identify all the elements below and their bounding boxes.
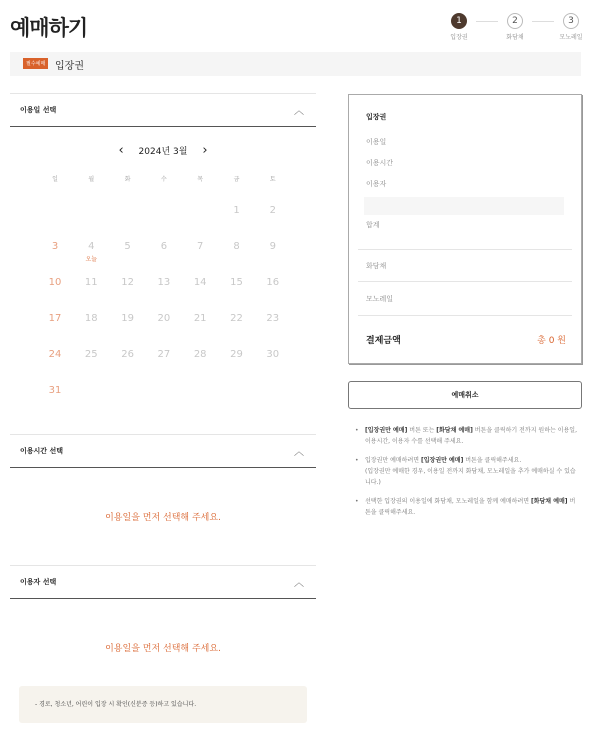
next-month-button[interactable]: › [202, 143, 208, 158]
calendar-day: 22 [230, 313, 243, 324]
time-section-header[interactable] [10, 434, 316, 468]
calendar-day[interactable]: 17 [48, 313, 62, 324]
calendar-day: 11 [84, 277, 98, 288]
step-label: 모노레일 [559, 34, 583, 41]
step-2 [485, 13, 545, 41]
calendar-day: 23 [266, 313, 280, 324]
summary-time: 이용시간 [366, 159, 394, 167]
calendar-day: 19 [121, 313, 134, 324]
summary-date: 이용일 [366, 138, 387, 146]
divider [358, 249, 572, 250]
user-section-header[interactable] [10, 565, 316, 599]
step-3 [541, 13, 600, 41]
step-label: 입장권 [450, 34, 468, 41]
calendar-day: 29 [230, 349, 243, 360]
calendar-day: 26 [121, 349, 134, 360]
weekday-label: 목 [197, 176, 204, 183]
chevron-up-icon[interactable]: ︿ [294, 447, 304, 458]
pay-label: 결제금액 [366, 336, 401, 346]
calendar-day[interactable]: 24 [48, 349, 62, 360]
calendar-day[interactable]: 31 [48, 385, 62, 396]
weekday-label: 월 [88, 176, 95, 183]
section-title: 이용시간 선택 [20, 447, 64, 455]
calendar-day: 15 [230, 277, 243, 288]
divider [358, 315, 572, 316]
calendar-month: 2024년 3월 [138, 147, 188, 157]
summary-user: 이용자 [366, 180, 387, 188]
guide-item: • [입장권만 예매] 버튼 또는 [화담채 예매] 버튼을 클릭하기 전까지 원하는 이용일, 이용시간, 이용자 수를 선택해 주세요. [355, 425, 580, 447]
divider [358, 281, 572, 282]
step-label: 화담채 [506, 34, 524, 41]
time-empty-message: 이용일을 먼저 선택해 주세요. [105, 513, 221, 523]
section-title: 이용자 선택 [20, 578, 57, 586]
ticket-name: 입장권 [55, 61, 84, 72]
calendar-day: 14 [193, 277, 207, 288]
calendar-day: 9 [269, 241, 276, 252]
summary-hwadam: 화담채 [366, 262, 387, 270]
pay-value: 총 0 원 [537, 336, 566, 346]
date-section-header[interactable] [10, 93, 316, 127]
summary-monorail: 모노레일 [366, 295, 394, 303]
calendar-day: 21 [193, 313, 207, 324]
calendar-day: 8 [233, 241, 240, 252]
calendar-day: 27 [157, 349, 171, 360]
calendar-day: 28 [193, 349, 207, 360]
summary-total: 합계 [366, 221, 380, 229]
notice-box: - 경로, 청소년, 어린이 입장 시 확인(신분증 등)하고 있습니다. [19, 686, 307, 723]
step-number: 2 [507, 13, 523, 29]
today-label: 오늘 [85, 256, 98, 263]
weekday-label: 화 [124, 176, 131, 183]
ticket-bar [10, 52, 581, 76]
step-1 [429, 13, 489, 41]
calendar-day: 16 [266, 277, 280, 288]
calendar-day: 1 [233, 205, 240, 216]
summary-heading: 입장권 [366, 113, 387, 121]
calendar-day: 20 [157, 313, 171, 324]
weekday-label: 수 [160, 176, 167, 183]
calendar-day: 6 [160, 241, 168, 252]
required-badge: 필수예매 [23, 58, 48, 69]
prev-month-button[interactable]: ‹ [118, 143, 124, 158]
cancel-button[interactable]: 예매취소 [348, 381, 582, 409]
weekday-label: 일 [52, 176, 58, 183]
calendar-day: 2 [269, 205, 276, 216]
calendar-day[interactable]: 3 [51, 241, 59, 252]
calendar-day: 13 [157, 277, 171, 288]
section-title: 이용일 선택 [20, 106, 57, 114]
calendar-day: 18 [84, 313, 98, 324]
calendar-day: 25 [84, 349, 98, 360]
chevron-up-icon[interactable]: ︿ [294, 106, 304, 117]
calendar-day: 4 [88, 241, 95, 252]
page-title: 예매하기 [10, 16, 88, 40]
step-number: 3 [563, 13, 579, 29]
calendar-day[interactable]: 10 [48, 277, 62, 288]
user-empty-message: 이용일을 먼저 선택해 주세요. [105, 644, 221, 654]
guide-item: • 입장권만 예매하려면 [입장권만 예매] 버튼을 클릭해주세요. (입장권만 예매한 경우, 이용일 전까지 화담채, 모노레일을 추가 예매하실 수 있습니다.) [355, 455, 580, 488]
weekday-label: 토 [269, 176, 276, 183]
weekday-label: 금 [233, 176, 240, 183]
calendar-day: 12 [121, 277, 134, 288]
step-number: 1 [451, 13, 467, 29]
calendar-nav [0, 143, 326, 158]
guide-list [355, 425, 580, 526]
chevron-up-icon[interactable]: ︿ [294, 578, 304, 589]
guide-item: • 선택한 입장권의 이용일에 화담채, 모노레일을 함께 예매하려면 [화담채 예매] 버튼을 클릭해주세요. [355, 496, 580, 518]
calendar-day: 7 [197, 241, 204, 252]
calendar-day: 5 [124, 241, 131, 252]
summary-panel [348, 94, 582, 364]
summary-user-list [364, 197, 564, 215]
calendar-day: 30 [266, 349, 280, 360]
